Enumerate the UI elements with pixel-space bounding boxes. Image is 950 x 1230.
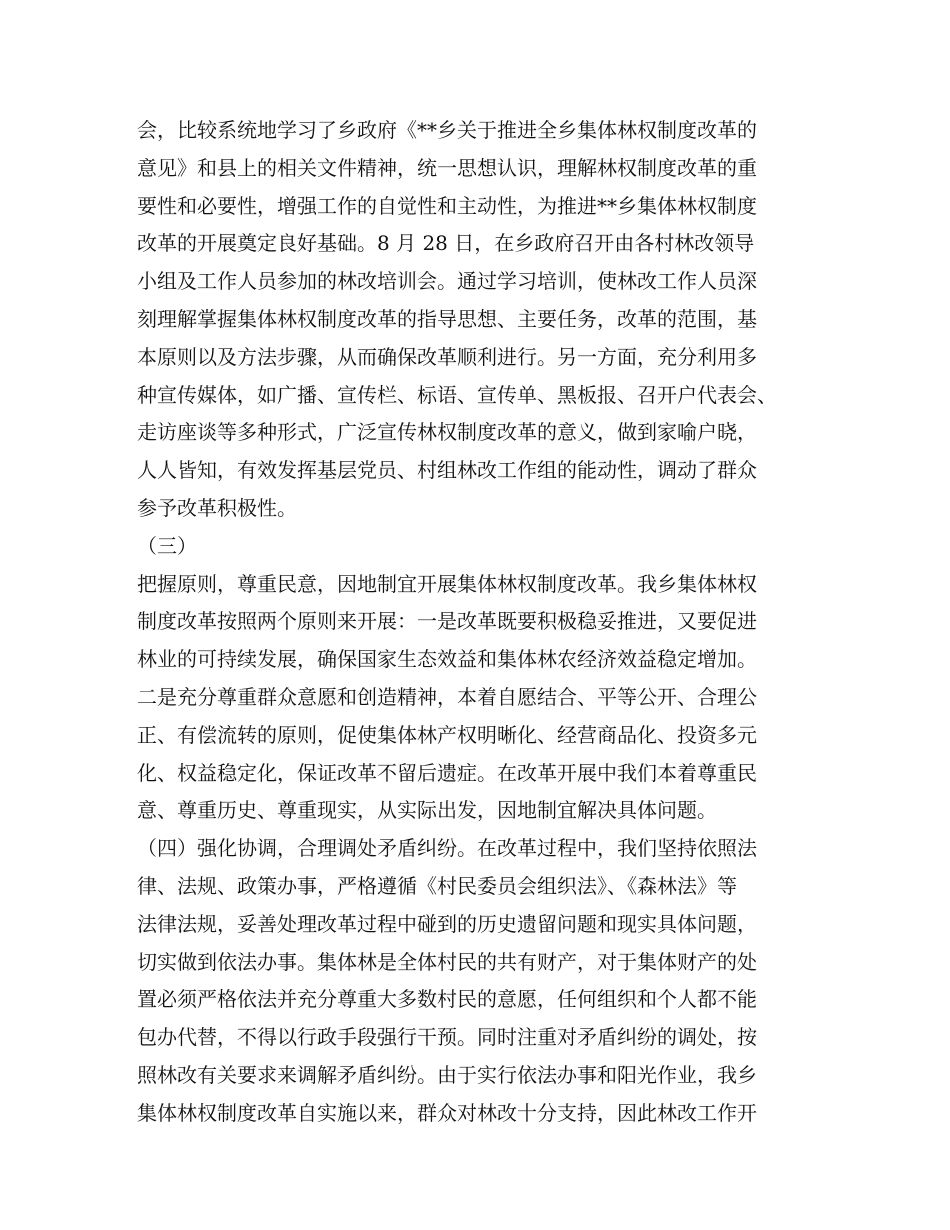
text-line: 种宣传媒体，如广播、宣传栏、标语、宣传单、黑板报、召开户代表会、 (137, 382, 777, 407)
text-line: 把握原则，尊重民意，因地制宜开展集体林权制度改革。我乡集体林权 (137, 571, 757, 596)
text-line: 集体林权制度改革自实施以来，群众对林改十分支持，因此林改工作开 (137, 1100, 757, 1125)
text-line: 制度改革按照两个原则来开展：一是改革既要积极稳妥推进，又要促进 (137, 609, 757, 634)
text-line: 律、法规、政策办事，严格遵循《村民委员会组织法》、《森林法》等 (137, 873, 737, 898)
text-line: 二是充分尊重群众意愿和创造精神，本着自愿结合、平等公开、合理公 (137, 684, 757, 709)
text-line: 化、权益稳定化，保证改革不留后遗症。在改革开展中我们本着尊重民 (137, 760, 757, 785)
text-line: 正、有偿流转的原则，促使集体林产权明晰化、经营商品化、投资多元 (137, 722, 757, 747)
text-line: 意、尊重历史、尊重现实，从实际出发，因地制宜解决具体问题。 (137, 798, 717, 823)
text-line: 小组及工作人员参加的林改培训会。通过学习培训，使林改工作人员深 (137, 269, 757, 294)
text-line: 照林改有关要求来调解矛盾纠纷。由于实行依法办事和阳光作业，我乡 (137, 1062, 757, 1087)
text-line: 会，比较系统地学习了乡政府《**乡关于推进全乡集体林权制度改革的 (137, 118, 757, 142)
text-line: 刻理解掌握集体林权制度改革的指导思想、主要任务，改革的范围，基 (137, 306, 757, 331)
text-line: 法律法规，妥善处理改革过程中碰到的历史遗留问题和现实具体问题， (137, 911, 757, 936)
body-text (137, 112, 837, 1133)
section-heading: （三） (137, 533, 197, 558)
text-line: 走访座谈等多种形式，广泛宣传林权制度改革的意义，做到家喻户晓， (137, 420, 757, 445)
text-line: 本原则以及方法步骤，从而确保改革顺利进行。另一方面，充分利用多 (137, 344, 757, 369)
text-line: 要性和必要性，增强工作的自觉性和主动性，为推进**乡集体林权制度 (137, 193, 757, 218)
text-line: 意见》和县上的相关文件精神，统一思想认识，理解林权制度改革的重 (137, 155, 757, 180)
text-line: 置必须严格依法并充分尊重大多数村民的意愿，任何组织和个人都不能 (137, 987, 757, 1012)
text-line: 切实做到依法办事。集体林是全体村民的共有财产，对于集体财产的处 (137, 949, 757, 974)
text-line: 林业的可持续发展，确保国家生态效益和集体林农经济效益稳定增加。 (137, 647, 757, 672)
text-line: 人人皆知，有效发挥基层党员、村组林改工作组的能动性，调动了群众 (137, 458, 757, 483)
text-line: 改革的开展奠定良好基础。8 月 28 日，在乡政府召开由各村林改领导 (137, 231, 755, 256)
text-line: （四）强化协调，合理调处矛盾纠纷。在改革过程中，我们坚持依照法 (137, 836, 757, 861)
text-line: 包办代替，不得以行政手段强行干预。同时注重对矛盾纠纷的调处，按 (137, 1025, 757, 1050)
text-line: 参予改革积极性。 (137, 495, 297, 520)
